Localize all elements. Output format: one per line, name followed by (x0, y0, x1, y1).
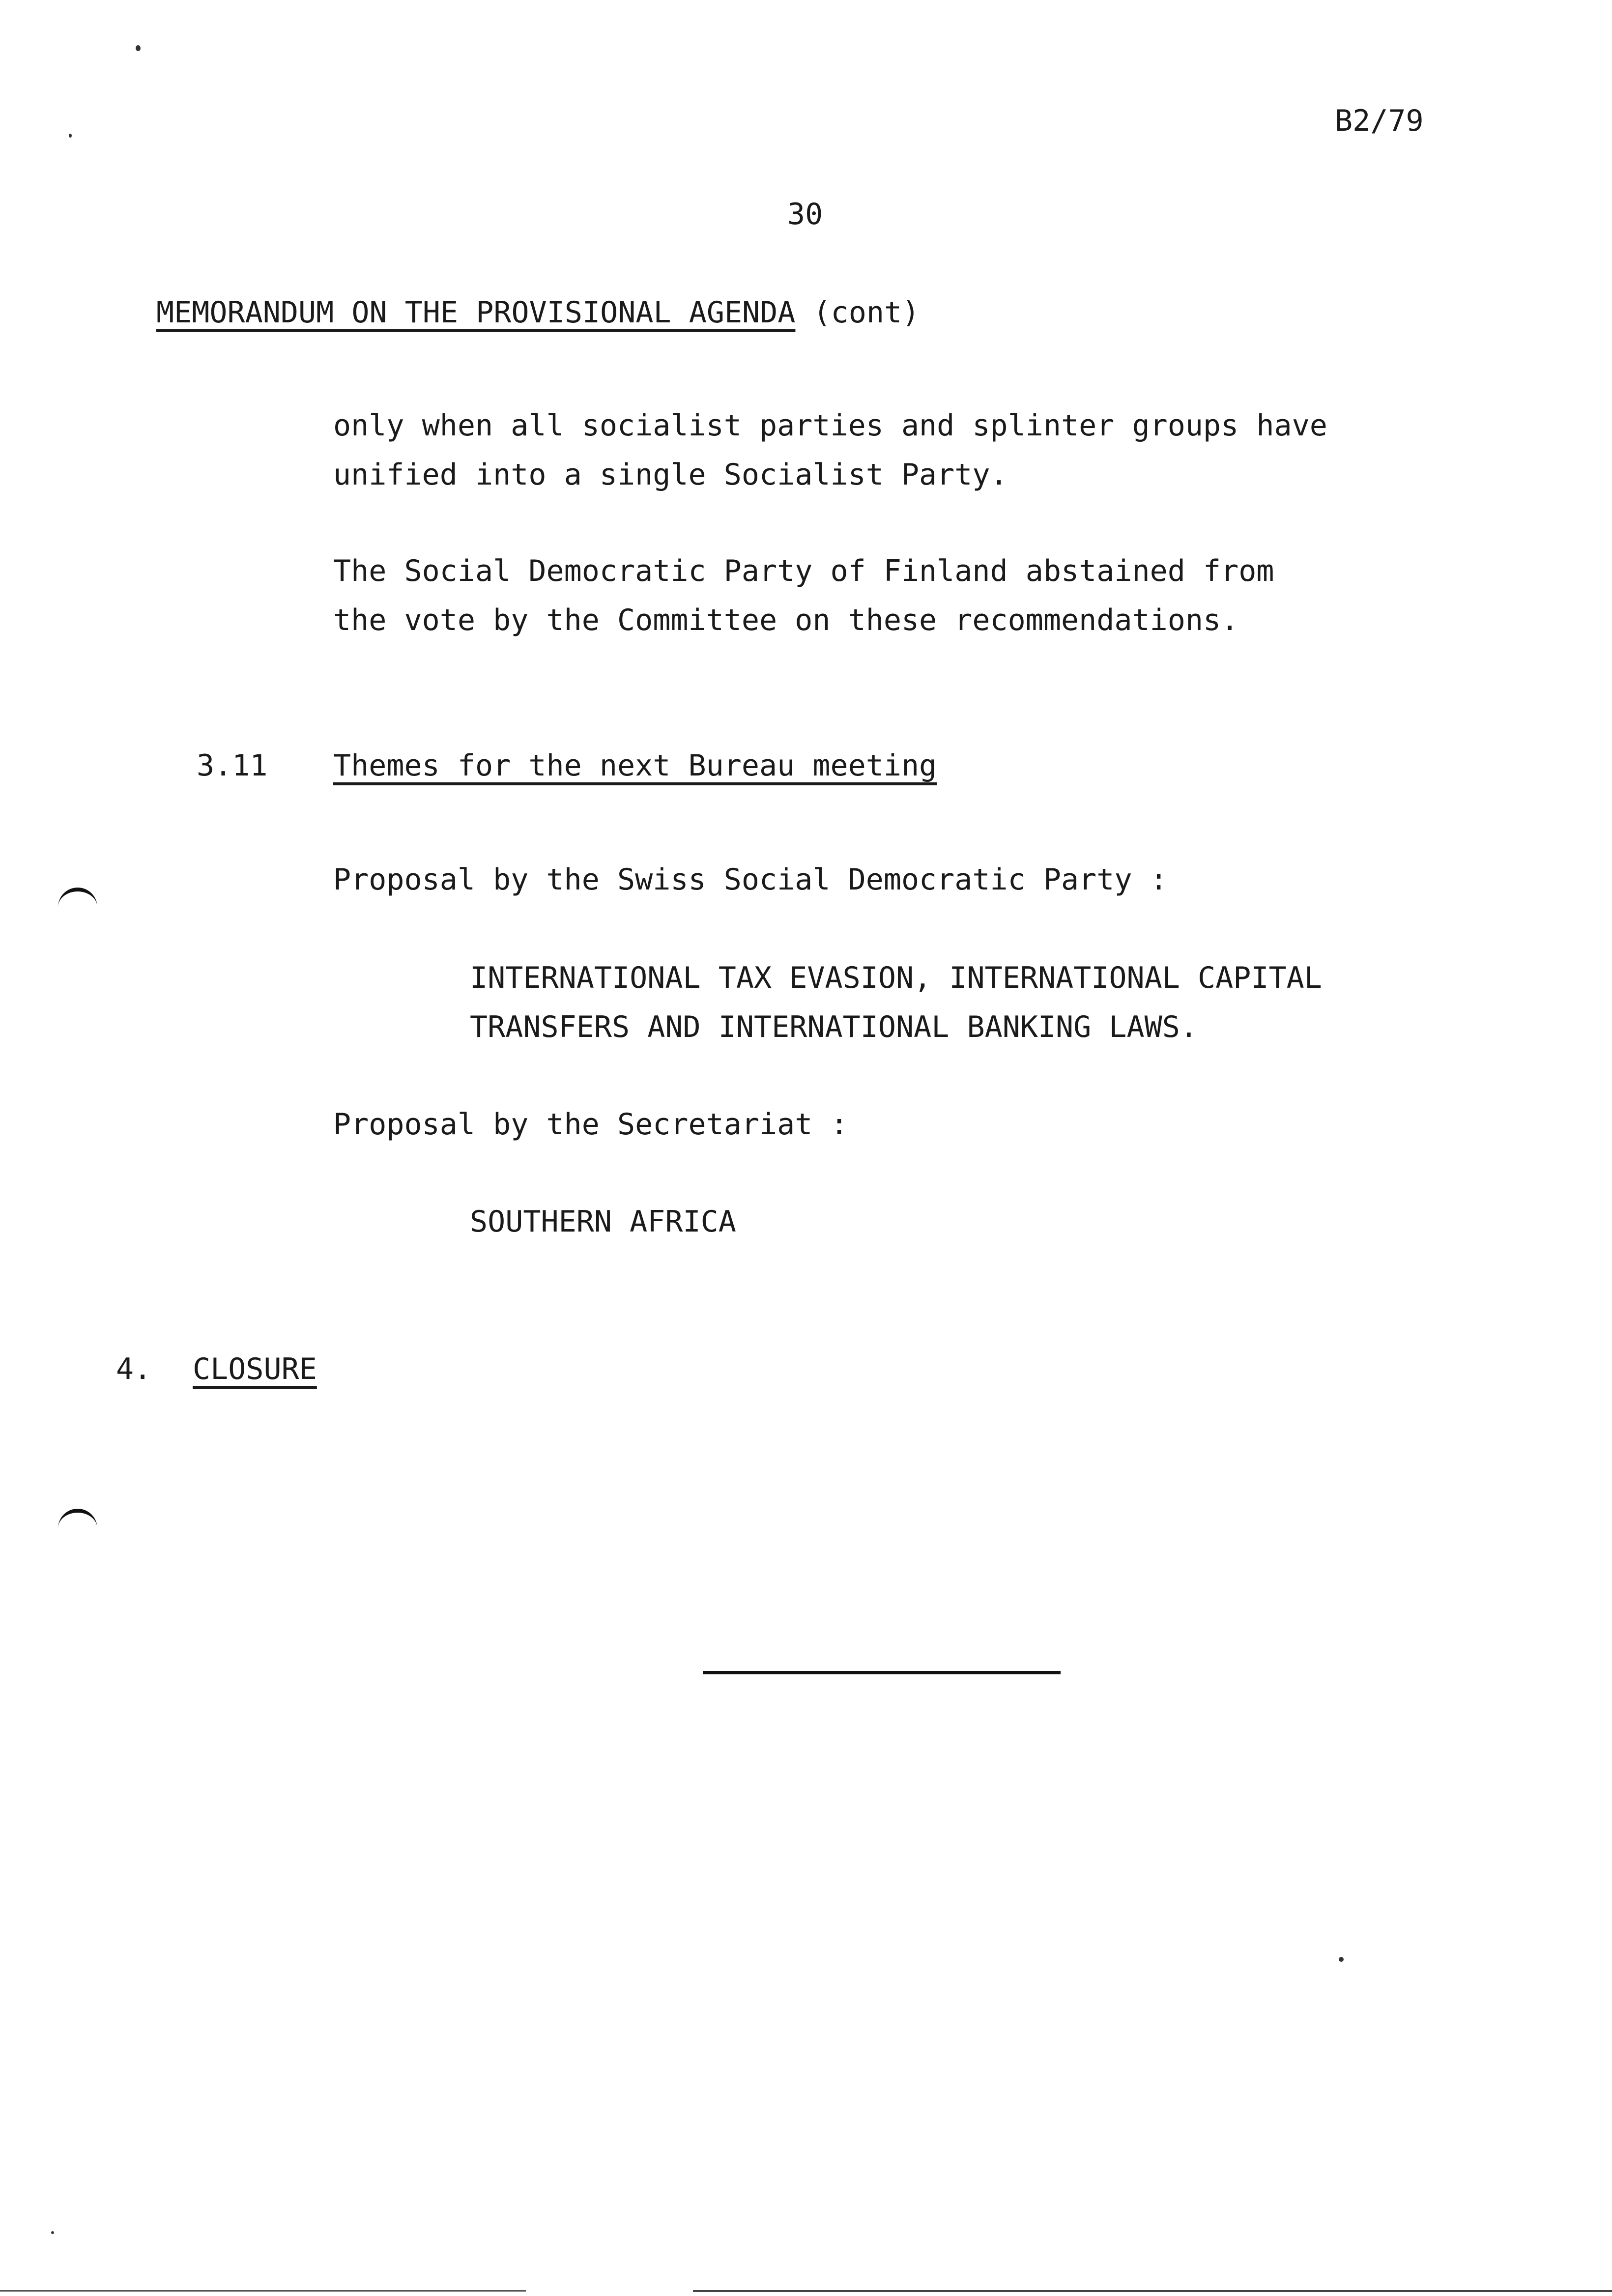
bottom-scan-line (0, 2290, 526, 2292)
section-heading-suffix: (cont) (813, 295, 920, 330)
punch-hole-mark (58, 888, 97, 912)
page-number: 30 (787, 197, 823, 231)
scan-speck (51, 2231, 54, 2234)
punch-hole-mark (58, 1509, 97, 1533)
proposal-value: SOUTHERN AFRICA (470, 1205, 736, 1239)
scan-speck (69, 134, 72, 138)
paragraph-line: the vote by the Committee on these recommendations. (333, 603, 1239, 637)
scan-speck (1339, 1957, 1344, 1962)
closing-rule (703, 1671, 1061, 1674)
proposal-line: INTERNATIONAL TAX EVASION, INTERNATIONAL CAPITAL (470, 961, 1322, 995)
proposal-label: Proposal by the Swiss Social Democratic Party : (333, 862, 1168, 897)
section-heading-title: MEMORANDUM ON THE PROVISIONAL AGENDA (156, 295, 796, 330)
section-heading (156, 288, 920, 337)
proposal-label: Proposal by the Secretariat : (333, 1107, 848, 1142)
item-number: 4. (116, 1352, 152, 1386)
document-reference: B2/79 (1335, 104, 1424, 138)
paragraph-line: The Social Democratic Party of Finland abstained from (333, 554, 1274, 588)
item-title: Themes for the next Bureau meeting (333, 748, 937, 783)
paragraph-line: only when all socialist parties and splinter groups have (333, 408, 1327, 443)
proposal-line: TRANSFERS AND INTERNATIONAL BANKING LAWS. (470, 1010, 1198, 1044)
paragraph-line: unified into a single Socialist Party. (333, 458, 1008, 492)
bottom-scan-line (693, 2290, 1612, 2292)
scan-speck (136, 45, 141, 51)
item-title: CLOSURE (193, 1352, 317, 1386)
item-number: 3.11 (197, 748, 268, 783)
